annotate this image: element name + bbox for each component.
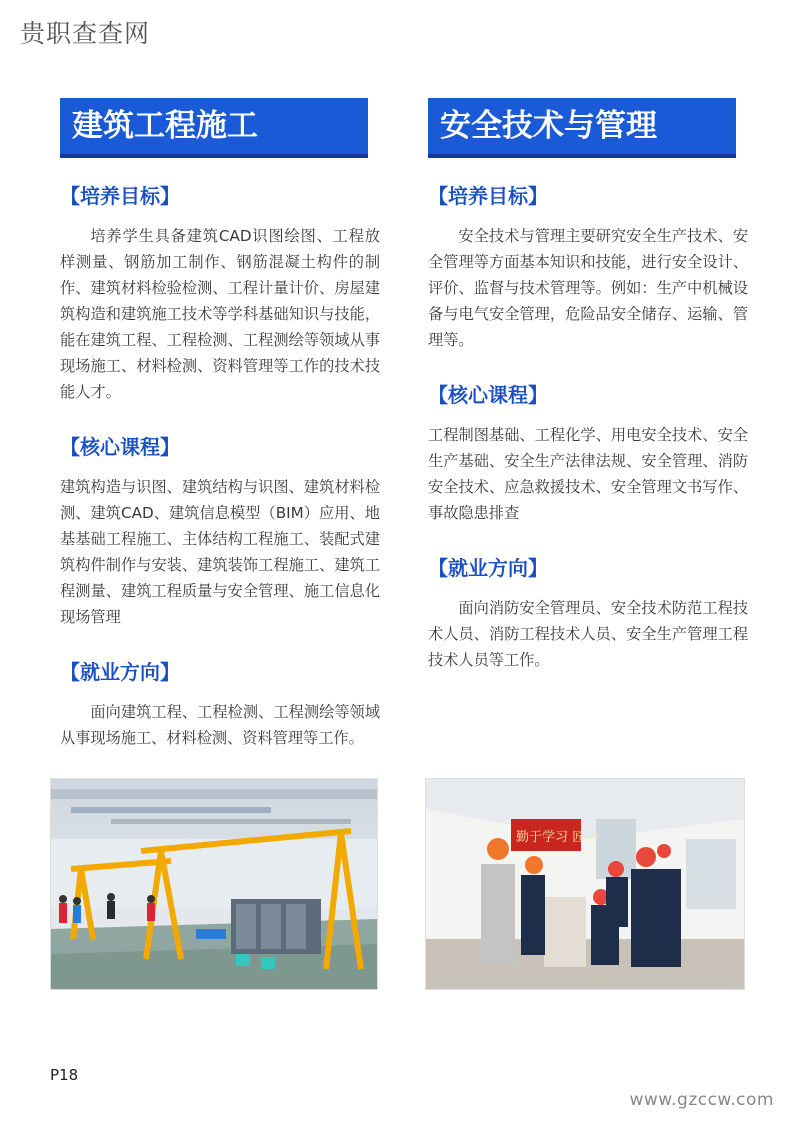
course-text: 工程制图基础、工程化学、用电安全技术、安全生产基础、安全生产法律法规、安全管理、消防安全技术、应急救援技术、安全管理文书写作、事故隐患排查	[428, 426, 748, 522]
job-heading: 【就业方向】	[60, 660, 180, 684]
course-heading: 【核心课程】	[428, 383, 548, 407]
url-watermark: www.gzccw.com	[629, 1090, 774, 1110]
goal-text: 安全技术与管理主要研究安全生产技术、安全管理等方面基本知识和技能，进行安全设计、评价、监督与技术管理等。例如：生产中机械设备与电气安全管理，危险品安全储存、运输、管理等。	[428, 227, 748, 349]
right-column	[428, 98, 748, 673]
safety-training-photo	[425, 778, 745, 990]
job-heading: 【就业方向】	[428, 556, 548, 580]
job-text: 面向消防安全管理员、安全技术防范工程技术人员、消防工程技术人员、安全生产管理工程技术人员等工作。	[428, 599, 748, 669]
left-column	[60, 98, 380, 751]
major-title: 安全技术与管理	[428, 98, 736, 154]
goal-heading: 【培养目标】	[428, 184, 548, 208]
job-text: 面向建筑工程、工程检测、工程测绘等领域从事现场施工、材料检测、资料管理等工作。	[60, 703, 380, 747]
course-text: 建筑构造与识图、建筑结构与识图、建筑材料检测、建筑CAD、建筑信息模型（BIM）应用、地基基础工程施工、主体结构工程施工、装配式建筑构件制作与安装、建筑装饰工程施工、建筑工程测量、建筑工程质量与安全管理、施工信息化现场管理	[60, 478, 380, 626]
goal-heading: 【培养目标】	[60, 184, 180, 208]
goal-text: 培养学生具备建筑CAD识图绘图、工程放样测量、钢筋加工制作、钢筋混凝土构件的制作、建筑材料检验检测、工程计量计价、房屋建筑构造和建筑施工技术等学科基础知识与技能，能在建筑工程、工程检测、工程测绘等领域从事现场施工、材料检测、资料管理等工作的技术技能人才。	[60, 227, 380, 401]
site-watermark: 贵职查查网	[20, 19, 151, 48]
major-title: 建筑工程施工	[60, 98, 368, 154]
workshop-photo	[50, 778, 378, 990]
banner-text: 勤于学习 匠心	[516, 830, 599, 845]
course-heading: 【核心课程】	[60, 435, 180, 459]
page-number: P18	[50, 1066, 79, 1084]
